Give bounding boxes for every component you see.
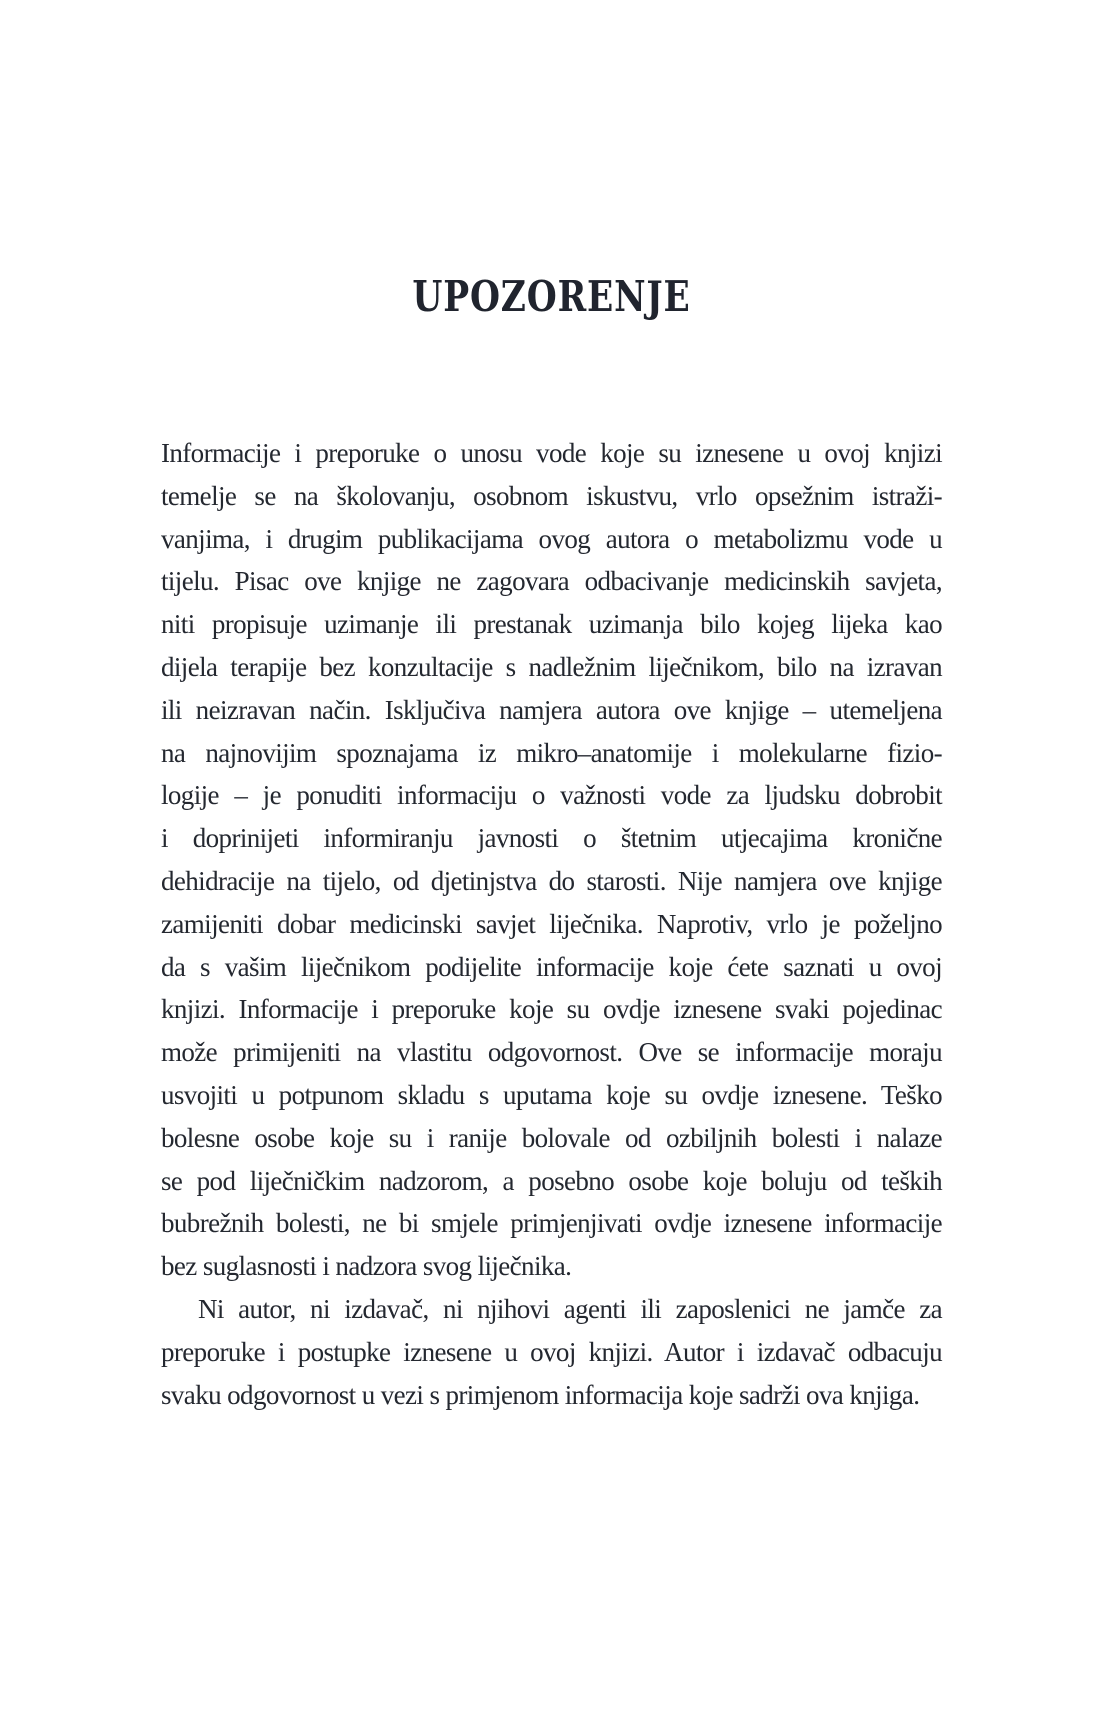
text-line: niti propisuje uzimanje ili prestanak uzimanja bilo kojeg lijeka kao — [161, 609, 942, 640]
text-line: može primijeniti na vlastitu odgovornost. Ove se informacije moraju — [161, 1037, 942, 1068]
text-line: se pod liječničkim nadzorom, a posebno osobe koje boluju od teških — [161, 1165, 942, 1196]
text-line: preporuke i postupke iznesene u ovoj knjizi. Autor i izdavač odbacuju — [161, 1336, 942, 1367]
text-line: logije – je ponuditi informaciju o važnosti vode za ljudsku dobrobit — [161, 780, 942, 811]
text-line: bez suglasnosti i nadzora svog liječnika. — [161, 1251, 572, 1282]
page-title: UPOZORENJE — [412, 272, 691, 321]
text-line: zamijeniti dobar medicinski savjet liječnika. Naprotiv, vrlo je poželjno — [161, 908, 942, 939]
text-line: ili neizravan način. Isključiva namjera autora ove knjige – utemeljena — [161, 694, 942, 725]
text-line: i doprinijeti informiranju javnosti o štetnim utjecajima kronične — [161, 823, 942, 854]
text-line: knjizi. Informacije i preporuke koje su ovdje iznesene svaki pojedinac — [161, 994, 942, 1025]
text-line: bubrežnih bolesti, ne bi smjele primjenjivati ovdje iznesene informacije — [161, 1208, 942, 1239]
text-line: Informacije i preporuke o unosu vode koje su iznesene u ovoj knjizi — [161, 438, 942, 468]
text-line: usvojiti u potpunom skladu s uputama koje su ovdje iznesene. Teško — [161, 1079, 942, 1110]
text-line: svaku odgovornost u vezi s primjenom informacija koje sadrži ova knjiga. — [161, 1379, 920, 1410]
text-line: dehidracije na tijelo, od djetinjstva do starosti. Nije namjera ove knjige — [161, 865, 942, 896]
text-line: na najnovijim spoznajama iz mikro–anatomije i molekularne fizio- — [161, 737, 942, 768]
text-line: temelje se na školovanju, osobnom iskustvu, vrlo opsežnim istraži- — [161, 480, 942, 511]
text-line: dijela terapije bez konzultacije s nadležnim liječnikom, bilo na izravan — [161, 651, 942, 682]
body-text — [161, 432, 942, 1416]
text-line: tijelu. Pisac ove knjige ne zagovara odbacivanje medicinskih savjeta, — [161, 566, 942, 597]
text-line: Ni autor, ni izdavač, ni njihovi agenti ili zaposlenici ne jamče za — [198, 1293, 942, 1324]
text-line: bolesne osobe koje su i ranije bolovale od ozbiljnih bolesti i nalaze — [161, 1122, 942, 1153]
text-line: da s vašim liječnikom podijelite informacije koje ćete saznati u ovoj — [161, 951, 942, 982]
text-line: vanjima, i drugim publikacijama ovog autora o metabolizmu vode u — [161, 523, 942, 554]
